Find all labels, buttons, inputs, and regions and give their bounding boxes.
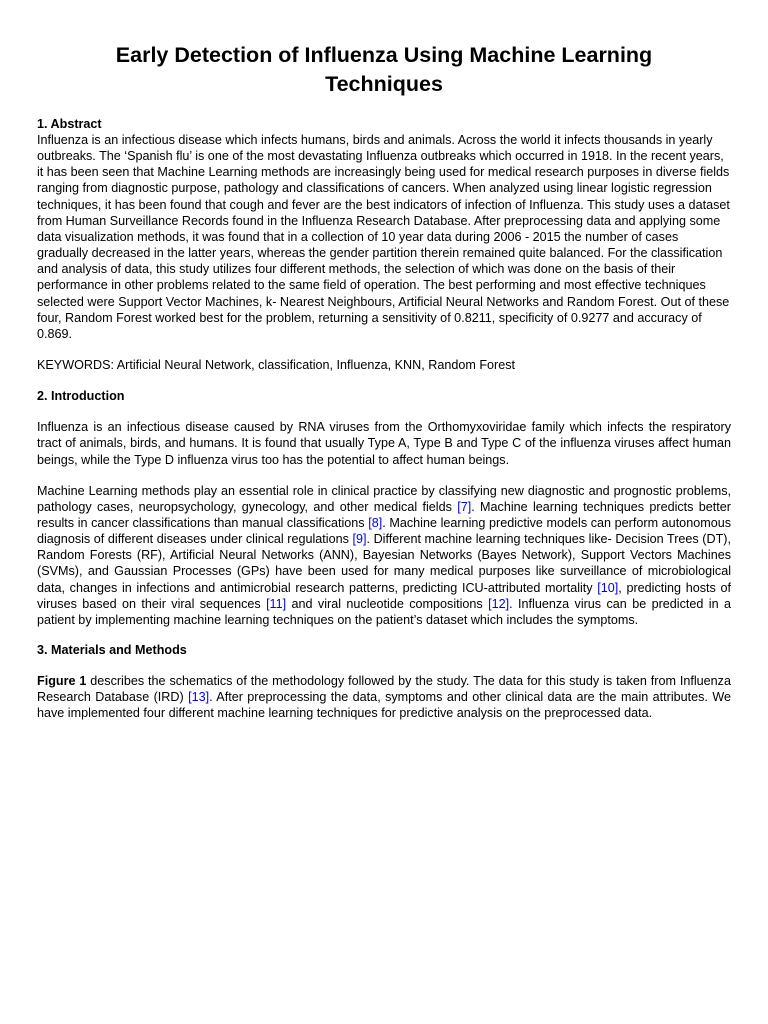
intro-p2-text-1: Machine Learning methods play an essential role in clinical practice by classifying new diagnostic and prognostic problems, pathology cases, neuropsychology, gynecology, and other medical fields xyxy=(37,483,731,514)
intro-p2-text-2: . Machine learning techniques predicts better results in cancer classifications than manual classifications xyxy=(37,499,732,530)
intro-p2-text-3: . Machine learning predictive models can perform autonomous diagnosis of different diseases under clinical regulations xyxy=(37,515,731,547)
methods-heading xyxy=(37,642,731,658)
citation-link-13[interactable]: [13] xyxy=(188,690,210,705)
methods-heading-label: Materials and Methods xyxy=(51,643,187,658)
methods-p1-text-2: . After preprocessing the data, symptoms and other clinical data are the main attributes. We have implemented four different machine learning techniques for predictive analysis on the preprocessed data. xyxy=(37,690,731,721)
paper-title xyxy=(37,0,731,99)
intro-p2-text-6: and viral nucleotide compositions xyxy=(286,596,489,611)
abstract-heading: 1. Abstract xyxy=(37,117,102,131)
citation-link-12[interactable]: [12] xyxy=(488,596,510,611)
figure-1-reference: Figure 1 xyxy=(37,674,87,689)
intro-p2-text-4: . Different machine learning techniques like- Decision Trees (DT), Random Forests (RF), Artificial Neural Networks (ANN), Bayesian Networks (Bayes Network), Support Vectors Machines (SVMs), and Gaussian Processes (GPs) have been used for many medical purposes like surveillance of microbiological data, changes in infections and antimicrobial research patterns, predicting ICU-attributed mortality xyxy=(37,532,731,595)
intro-p2-text-5: , predicting hosts of viruses based on their viral sequences xyxy=(37,580,731,611)
methods-paragraph-1 xyxy=(37,673,731,721)
paper-title-line-1: Early Detection of Influenza Using Machine Learning xyxy=(115,43,653,67)
citation-link-10[interactable]: [10] xyxy=(597,580,619,595)
introduction-paragraph-1: Influenza is an infectious disease caused by RNA viruses from the Orthomyxoviridae family which infects the respiratory tract of animals, birds, and humans. It is found that usually Type A, Type B and Type C of the influenza viruses affect human beings, while the Type D influenza virus too has the potential to affect human beings. xyxy=(37,420,731,467)
introduction-paragraph-2 xyxy=(37,483,731,628)
keywords-line: KEYWORDS: Artificial Neural Network, classification, Influenza, KNN, Random Forest xyxy=(37,358,516,373)
methods-heading-number: 3. xyxy=(37,643,52,658)
paper-title-line-2: Techniques xyxy=(325,72,443,96)
intro-p2-text-7: . Influenza virus can be predicted in a patient by implementing machine learning techniques on the patient’s dataset which includes the symptoms. xyxy=(37,596,731,627)
citation-link-9[interactable]: [9] xyxy=(352,532,367,547)
abstract-paragraph: Influenza is an infectious disease which infects humans, birds and animals. Across the world it infects thousands in yearly outbreaks. The ‘Spanish flu’ is one of the most devastating Influenza outbreaks which occurred in 1918. In the recent years, it has been seen that Machine Learning methods are increasingly being used for medical research purposes in diverse fields ranging from diagnostic purpose, pathology and classifications of cancers. When analyzed using linear logistic regression techniques, it has been found that cough and fever are the best indicators of infection of Influenza. This study uses a dataset from Human Surveillance Records found in the Influenza Research Database. After preprocessing data and applying some data visualization methods, it was found that in a collection of 10 year data during 2006 - 2015 the number of cases gradually decreased in the latter years, whereas the gender partition therein remained quite balanced. For the classification and analysis of data, this study utilizes four different methods, the selection of which was done on the basis of their performance in other problems related to the same field of operation. The best performing and most effective techniques selected were Support Vector Machines, k- Nearest Neighbours, Artificial Neural Networks and Random Forest. Out of these four, Random Forest worked best for the problem, returning a sensitivity of 0.8211, specificity of 0.9277 and accuracy of 0.869. xyxy=(37,133,730,341)
citation-link-7[interactable]: [7] xyxy=(457,499,472,514)
citation-link-11[interactable]: [11] xyxy=(266,596,287,611)
introduction-heading: 2. Introduction xyxy=(37,389,125,404)
citation-link-8[interactable]: [8] xyxy=(368,515,383,530)
methods-p1-text-1: describes the schematics of the methodology followed by the study. The data for this study is taken from Influenza Research Database (IRD) xyxy=(37,674,731,705)
